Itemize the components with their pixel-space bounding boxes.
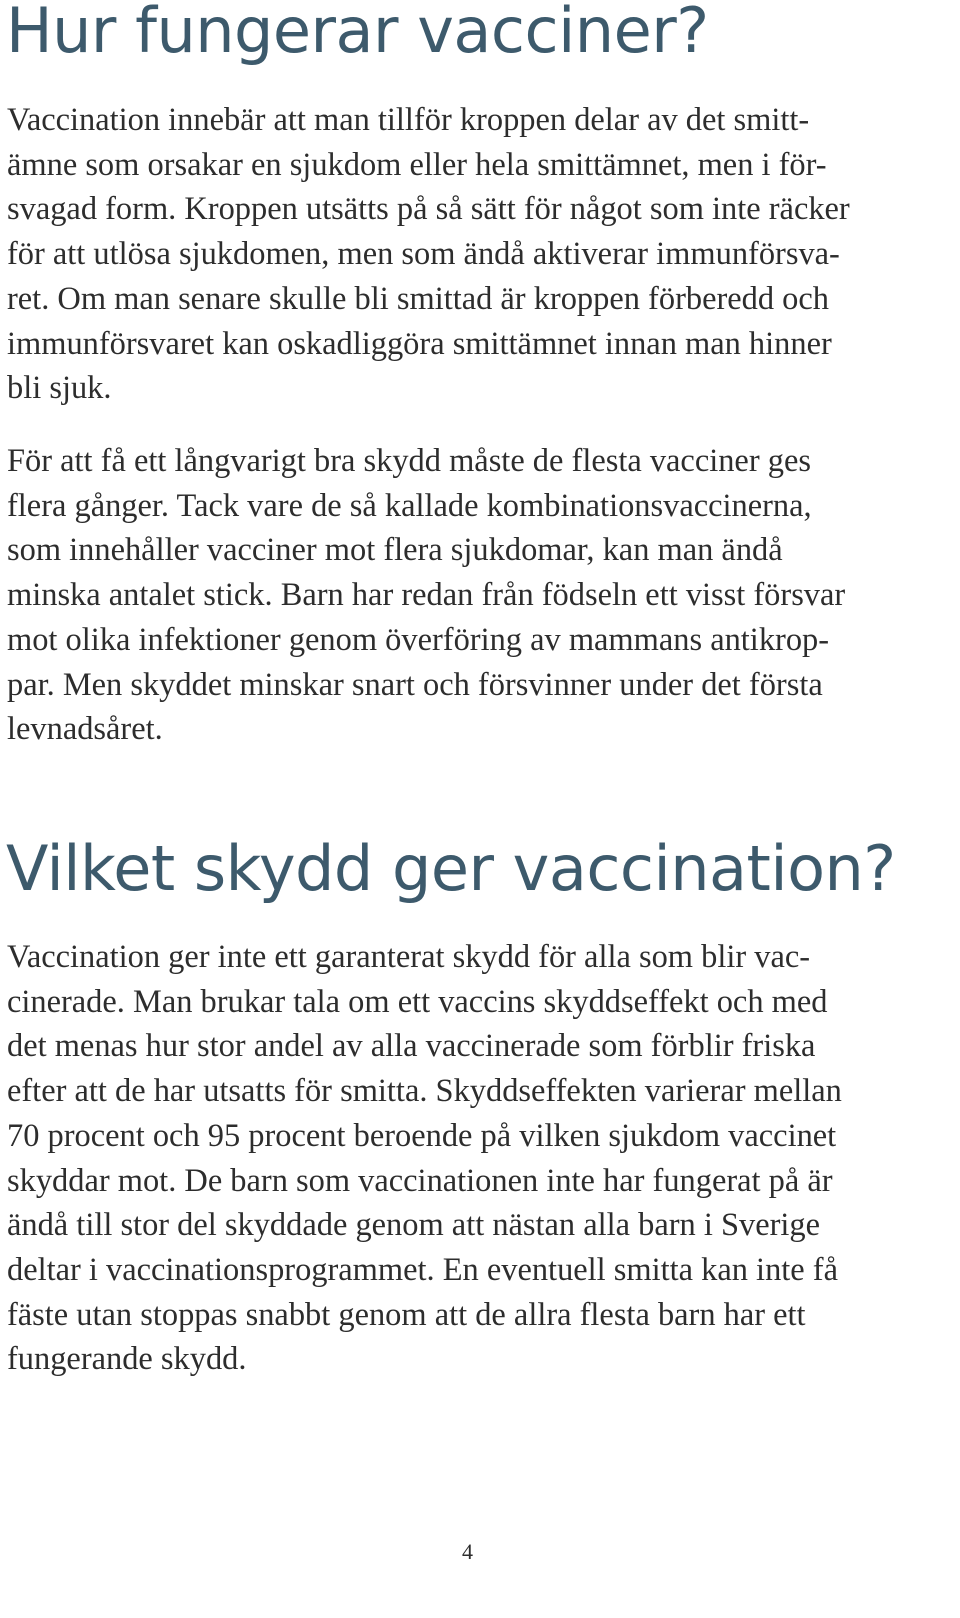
text-line: bli sjuk. <box>7 370 112 407</box>
text-line: som innehåller vacciner mot flera sjukdomar, kan man ändå <box>7 532 783 569</box>
text-line: mot olika infektioner genom överföring av mammans antikrop- <box>7 621 830 658</box>
text-line: ämne som orsakar en sjukdom eller hela smittämnet, men i för- <box>7 146 827 183</box>
text-line: fungerande skydd. <box>7 1341 247 1378</box>
paragraph-vaccination-explanation <box>7 98 947 411</box>
text-line: Vaccination innebär att man tillför kroppen delar av det smitt- <box>7 102 810 138</box>
text-line: deltar i vaccinationsprogrammet. En eventuell smitta kan inte få <box>7 1251 838 1288</box>
text-line: minska antalet stick. Barn har redan från födseln ett visst försvar <box>7 577 846 614</box>
paragraph-protection-effect <box>7 935 947 1382</box>
text-line: skyddar mot. De barn som vaccinationen inte har fungerat på är <box>7 1162 833 1199</box>
page-number: 4 <box>462 1539 473 1564</box>
text-line: för att utlösa sjukdomen, men som ändå aktiverar immunförsva- <box>7 236 840 273</box>
text-line: efter att de har utsatts för smitta. Skyddseffekten varierar mellan <box>7 1073 842 1110</box>
text-line: svagad form. Kroppen utsätts på så sätt för något som inte räcker <box>7 191 850 228</box>
text-line: levnadsåret. <box>7 711 163 748</box>
text-line: ret. Om man senare skulle bli smittad är kroppen förberedd och <box>7 280 829 317</box>
text-line: cinerade. Man brukar tala om ett vaccins skyddseffekt och med <box>7 983 828 1020</box>
text-line: flera gånger. Tack vare de så kallade kombinationsvaccinerna, <box>7 487 812 524</box>
text-line: För att få ett långvarigt bra skydd måste de flesta vacciner ges <box>7 443 811 479</box>
section-heading-protection: Vilket skydd ger vaccination? <box>6 832 896 905</box>
text-line: Vaccination ger inte ett garanterat skydd för alla som blir vac- <box>7 939 811 975</box>
text-line: 70 procent och 95 procent beroende på vilken sjukdom vaccinet <box>7 1117 837 1154</box>
section-heading-how-vaccines-work: Hur fungerar vacciner? <box>6 0 709 67</box>
text-line: par. Men skyddet minskar snart och försvinner under det första <box>7 666 823 703</box>
text-line: det menas hur stor andel av alla vaccinerade som förblir friska <box>7 1028 816 1065</box>
text-line: immunförsvaret kan oskadliggöra smittämnet innan man hinner <box>7 325 832 362</box>
paragraph-repeated-doses <box>7 439 947 752</box>
text-line: fäste utan stoppas snabbt genom att de allra flesta barn har ett <box>7 1296 806 1333</box>
text-line: ändå till stor del skyddade genom att nästan alla barn i Sverige <box>7 1207 821 1244</box>
